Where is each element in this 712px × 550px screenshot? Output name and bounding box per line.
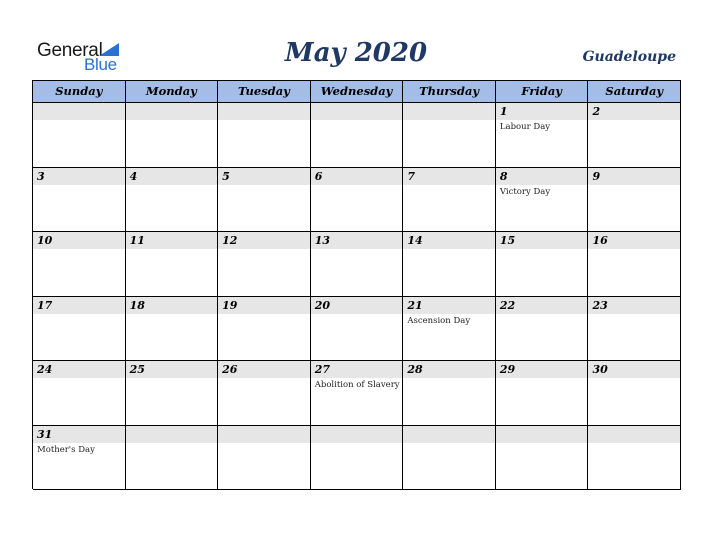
day-cell [496,297,589,362]
day-cell [311,426,404,491]
day-cell [496,232,589,297]
day-cell [403,361,496,426]
day-number: 4 [129,169,138,183]
day-number: 22 [499,298,516,312]
day-number: 14 [407,234,423,247]
day-number: 9 [592,169,601,183]
region-label: Guadeloupe [582,49,676,65]
day-cell [496,168,589,233]
day-cell [218,232,311,297]
holiday-label: Mother's Day [37,444,95,455]
day-cell [126,426,219,491]
day-number: 27 [314,363,331,376]
day-cell [218,361,311,426]
day-cell [218,168,311,233]
day-cell [126,232,219,297]
day-cell [33,361,126,426]
day-number-band [126,168,218,185]
day-number-band [33,103,125,120]
day-number: 16 [592,234,608,247]
day-cell [33,426,126,491]
day-cell [218,426,311,491]
calendar-weeks [33,103,681,490]
day-number: 10 [37,234,53,247]
day-cell [588,426,681,491]
day-cell [126,103,219,168]
day-number: 25 [129,363,145,376]
weekday-header-thursday: Thursday [403,81,496,103]
day-number: 2 [592,105,601,118]
day-number-band [496,168,588,185]
calendar-week-row [33,232,681,297]
day-number-band [588,426,680,443]
day-cell [126,361,219,426]
day-cell [311,232,404,297]
day-number: 23 [592,298,608,312]
day-cell [496,426,589,491]
day-cell [311,168,404,233]
day-number: 8 [499,169,508,183]
day-number-band [311,168,403,185]
weekday-header-monday: Monday [126,81,219,103]
day-cell [588,168,681,233]
calendar-week-row [33,361,681,426]
day-cell [588,103,681,168]
day-number: 12 [222,234,238,247]
day-cell [403,426,496,491]
day-number-band [496,103,588,120]
day-number: 18 [129,298,145,312]
day-cell [33,232,126,297]
day-number: 20 [314,298,331,312]
weekday-header-sunday: Sunday [33,81,126,103]
day-number-band [33,168,125,185]
day-number: 7 [407,169,415,183]
weekday-header-tuesday: Tuesday [218,81,311,103]
day-number-band [403,103,495,120]
day-number: 29 [499,363,516,376]
weekday-header-saturday: Saturday [588,81,681,103]
day-cell [403,232,496,297]
day-number-band [496,426,588,443]
logo-text-general: General [37,40,103,61]
day-number-band [403,426,495,443]
day-number-band [588,168,680,185]
day-cell [218,297,311,362]
day-number: 5 [222,169,230,183]
day-number-band [126,426,218,443]
day-number: 28 [407,363,423,376]
day-number: 17 [37,298,53,312]
holiday-label: Abolition of Slavery [314,380,400,390]
weekday-header-wednesday: Wednesday [311,81,404,103]
holiday-label: Victory Day [499,186,551,197]
day-number: 11 [129,234,145,247]
calendar-grid [32,80,681,489]
day-number-band [311,426,403,443]
calendar-week-row [33,297,681,362]
day-cell [496,361,589,426]
calendar-title: May 2020 [284,38,428,68]
day-number: 15 [499,234,516,247]
day-number-band [126,103,218,120]
day-cell [588,232,681,297]
day-cell [588,297,681,362]
day-number: 19 [222,298,238,312]
day-cell [311,297,404,362]
day-number-band [403,168,495,185]
day-number-band [218,103,310,120]
day-number-band [218,168,310,185]
day-number-band [588,103,680,120]
day-number-band [311,103,403,120]
day-number: 26 [222,363,238,376]
day-cell [403,168,496,233]
day-number: 31 [37,427,53,441]
day-cell [126,297,219,362]
day-cell [403,103,496,168]
weekday-header-friday: Friday [496,81,589,103]
day-number: 6 [314,169,323,183]
day-number: 13 [314,234,331,247]
day-cell [218,103,311,168]
day-cell [403,297,496,362]
holiday-label: Labour Day [499,122,551,132]
day-cell [33,103,126,168]
day-number: 21 [407,298,423,312]
day-number: 3 [37,169,45,183]
day-cell [588,361,681,426]
day-cell [311,103,404,168]
day-cell [311,361,404,426]
day-number: 1 [499,105,508,118]
day-cell [126,168,219,233]
day-number: 24 [37,363,53,376]
calendar-week-row [33,103,681,168]
calendar-week-row [33,426,681,491]
day-number-band [218,426,310,443]
logo-text-blue: Blue [84,55,117,74]
weekday-header-row [33,81,681,103]
day-number: 30 [592,363,608,376]
day-cell [496,103,589,168]
day-cell [33,168,126,233]
day-cell [33,297,126,362]
holiday-label: Ascension Day [407,315,471,326]
calendar-week-row [33,168,681,233]
